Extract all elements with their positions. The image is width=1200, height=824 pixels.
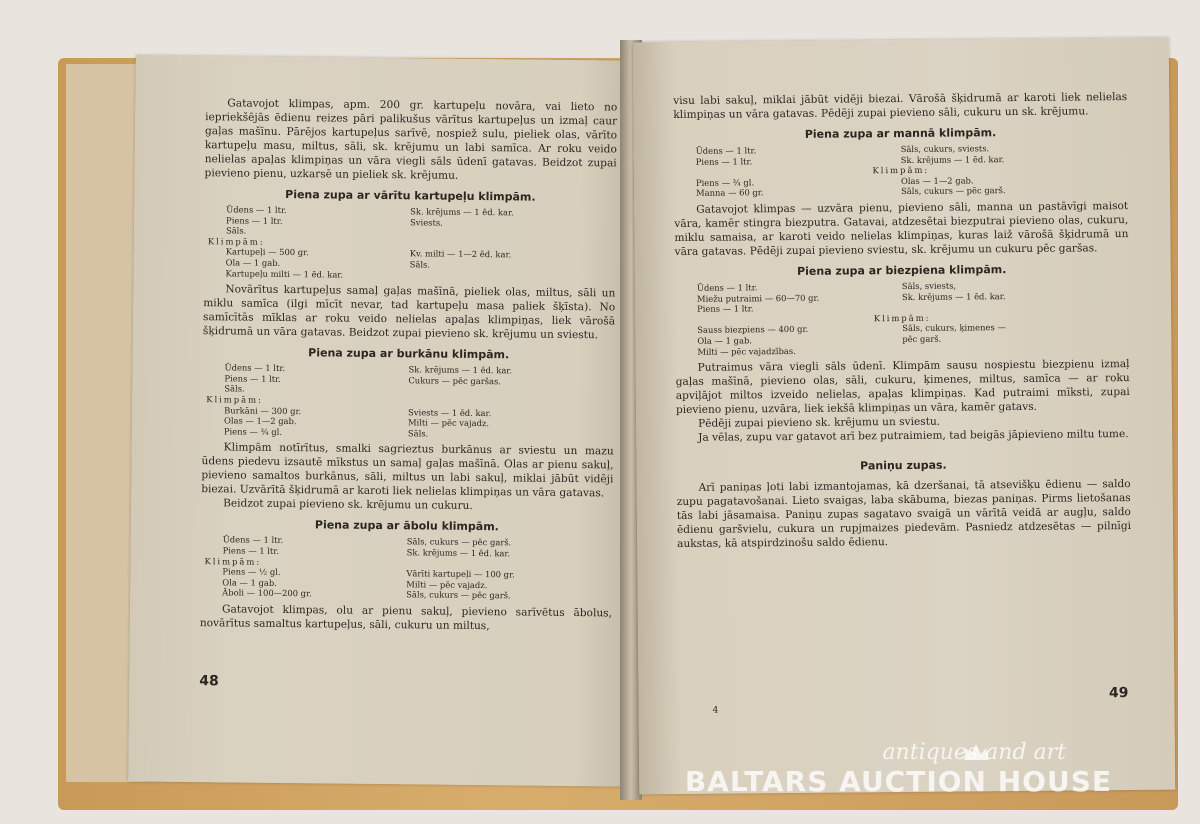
right-intro-paragraph: visu labi sakuļ, miklai jābūt vidēji biezai. Vārošā šķidrumā ar karoti liek nelielas klimpiņas un vāra gatavas. Pēdēji zupai pievieno sāli, cukuru un sk. krējumu. (673, 91, 1128, 122)
ingredient: Āboli — 100—200 gr. (222, 587, 312, 599)
ingredient: Cukurs — pēc garšas. (408, 375, 502, 387)
ingredient: Milti — pēc vajadz. (406, 578, 488, 590)
ingredient-list (203, 204, 616, 282)
recipe-title: Piena zupa ar burkānu klimpām. (308, 346, 510, 362)
recipe-instructions: Pēdēji zupai pievieno sk. krējumu un sviestu. (698, 415, 941, 430)
ingredient: Ūdens — 1 ltr. (224, 362, 286, 374)
ingredient: Vārīti kartupeļi — 100 gr. (406, 568, 515, 580)
page-number: 48 (199, 673, 219, 690)
ingredient: Sāls, sviests, (901, 280, 957, 291)
ingredient: Piens — 1 ltr. (222, 545, 280, 556)
left-page (128, 55, 632, 786)
ingredient: Sāls. (224, 383, 245, 394)
recipe-instructions: Novārītus kartupeļus samaļ gaļas mašīnā, pieliek olas, miltus, sāli un miklu samīca (ilgi mīcīt nevar, tad kartupeļu masa paliek šķīsta). No samīcītās mīklas ar roku veido nelielas apaļas klimpiņas, liek vārošā šķidrumā un vāra gatavas. Beidzot zupai pievieno sk. krējumu un sviestu. (202, 283, 616, 342)
recipe-instructions: Gatavojot klimpas — uzvāra pienu, pievieno sāli, manna un pastāvīgi maisot vāra, kamēr stingra biezputra. Gatavai, atdzesētai biezputrai pievieno olas, cukuru, miklu samaisa, ar karoti veido nelielas klimpiņas, kuras laiž vārošā šķidrumā un vāra gatavas. Pēdēji zupai pievieno sviestu, sk. krējumu un cukuru pēc garšas. (674, 200, 1129, 258)
dumpling-subheading: Klimpām: (872, 164, 930, 176)
ingredient: Piens — ¾ gl. (223, 426, 283, 437)
dumpling-subheading: Klimpām: (873, 312, 931, 324)
ingredient-list (674, 142, 1128, 199)
ingredient: Sk. krējums — 1 ēd. kar. (406, 547, 511, 559)
dumpling-subheading: Klimpām: (207, 235, 265, 247)
watermark-tagline: antiques and art (882, 740, 1066, 765)
ingredient: Sāls, cukurs, ķimenes — (902, 322, 1006, 334)
recipe-instructions: Gatavojot klimpas, olu ar pienu sakuļ, pievieno sarīvētus ābolus, novārītus samaltus kartupeļus, sāli, cukuru un miltus, (199, 603, 613, 633)
left-page-content (200, 96, 618, 634)
ingredient: Sāls. (225, 225, 247, 236)
recipe-instructions: Putraimus vāra viegli sāls ūdenī. Klimpām sausu nospiestu biezpienu izmaļ gaļas mašīnā, pievieno olas, sāli, cukuru, ķimenes, miltus, samīca — ar roku apviļājot miltos izveido nelielas, apaļas klimpiņas. Kad putraimi mīksti, zupai pievieno pienu, uzvāra, liek iekšā klimpiņas un vāra, kamēr gatavs. (675, 358, 1130, 417)
ingredient: Sk. krējums — 1 ēd. kar. (408, 364, 513, 376)
ingredient: Piens — 1 ltr. (224, 373, 281, 384)
recipe-title: Piena zupa ar biezpiena klimpām. (796, 263, 1007, 278)
ingredient: Sāls. (409, 259, 431, 270)
recipe-title: Piena zupa ar vārītu kartupeļu klimpām. (285, 187, 536, 204)
dumpling-subheading: Klimpām: (206, 394, 263, 405)
right-page (633, 38, 1176, 795)
ingredient: Burkāni — 300 gr. (224, 404, 302, 416)
dumpling-subheading: Klimpām: (204, 555, 262, 567)
ingredient: Ūdens — 1 ltr. (226, 204, 287, 216)
recipe-instructions: Ja vēlas, zupu var gatavot arī bez putraimiem, tad beigās jāpievieno miltu tume. (698, 428, 1129, 444)
ingredient: Sk. krējums — 1 ēd. kar. (901, 290, 1006, 302)
ingredient: Ūdens — 1 ltr. (222, 534, 284, 546)
ingredient: Piens — 1 ltr. (697, 303, 754, 314)
ingredient: Ola — 1 gab. (697, 335, 752, 346)
ingredient: Ūdens — 1 ltr. (695, 145, 757, 156)
ingredient: Sāls, cukurs, sviests. (900, 143, 990, 155)
left-intro-paragraph: Gatavojot klimpas, apm. 200 gr. kartupeļu novāra, vai lieto no iepriekšējās ēdienu reizes pāri palikušus vārītus kartupeļus un izmaļ caur gaļas mašīnu. Pārējos kartupeļus sarīvē, nospiež sulu, pieliek olas, vārīto kartupeļu masu, miltus, sāli, sk. krējumu un labi samīca. Ar roku veido nelielas apaļas klimpiņas un vāra viegli sāls ūdenī gatavas. Beidzot zupai pievieno pienu, uzkarsē un pieliek sk. krējumu. (204, 97, 618, 182)
ingredient: Sāls, cukurs — pēc garš. (406, 589, 511, 601)
ingredient: Kv. milti — 1—2 ēd. kar. (409, 248, 512, 260)
ingredient: Sāls, cukurs — pēc garš. (406, 536, 512, 548)
ingredient: Sviests — 1 ēd. kar. (408, 406, 492, 418)
ingredient: Olas — 1—2 gab. (900, 175, 974, 186)
section-title: Paniņu zupas. (860, 458, 947, 473)
ingredient: Ola — 1 gab. (222, 577, 277, 588)
ingredient: Milti — pēc vajadzības. (697, 345, 796, 357)
ingredient-list (200, 534, 613, 602)
ingredient: Ūdens — 1 ltr. (696, 282, 758, 293)
page-number: 49 (1108, 685, 1129, 702)
ingredient-list (675, 279, 1130, 357)
ingredient: Piens — ½ gl. (222, 566, 281, 578)
recipe-instructions: Klimpām notīrītus, smalki sagrieztus burkānus ar sviestu un mazu ūdens piedevu izsautē mīkstus un samaļ gaļas mašīnā. Olas ar pienu sakuļ, pievieno samaltos burkānus, sāli, miltus un labi sakuļ, miklai jābūt vidēji biezai. Uzvārītā šķidrumā ar karoti liek nelielas klimpiņas un vāra gatavas. (201, 441, 614, 500)
ingredient: Ola — 1 gab. (225, 257, 281, 268)
ingredient: Miežu putraimi — 60—70 gr. (696, 292, 820, 304)
ingredient: Piens — 1 ltr. (226, 214, 283, 226)
ingredient: Sviests. (410, 216, 443, 228)
ingredient: Kartupeļu milti — 1 ēd. kar. (225, 267, 344, 280)
signature-mark: 4 (712, 705, 719, 716)
ingredient: Kartupeļi — 500 gr. (225, 246, 309, 258)
recipe-title: Piena zupa ar mannā klimpām. (804, 126, 997, 141)
ingredient: pēc garš. (902, 333, 942, 344)
ingredient: Sk. krējums — 1 ēd. kar. (900, 153, 1005, 165)
section-text: Arī paniņas ļoti labi izmantojamas, kā dzeršanai, tā atsevišķu ēdienu — saldo zupu pagatavošanai. Lieto svaigas, laba skābuma, biezas paniņas. Pirms lietošanas tās labi jāsamaisa. Paniņu zupas sagatavo svaigā un vārītā veidā ar augļu, saldo ēdienu garšvielu, cukura un rupjmaizes piedevām. Pasniedz atdzesētas — pilnīgi aukstas, kā atspirdzinošu saldo ēdienu. (676, 478, 1132, 551)
ingredient: Piens — 1 ltr. (695, 155, 753, 167)
recipe-instructions: Beidzot zupai pievieno sk. krējumu un cukuru. (223, 497, 473, 513)
watermark-brand: BALTARS AUCTION HOUSE (684, 765, 1112, 798)
ingredient: Sk. krējums — 1 ēd. kar. (410, 206, 514, 218)
ingredient: Piens — ¾ gl. (695, 177, 755, 188)
ingredient-list (202, 362, 615, 440)
ingredient: Milti — pēc vajadz. (407, 417, 490, 429)
watermark (685, 740, 1112, 798)
recipe-title: Piena zupa ar ābolu klimpām. (314, 518, 499, 534)
ingredient: Sauss biezpiens — 400 gr. (697, 324, 809, 336)
ingredient: Olas — 1—2 gab. (223, 415, 297, 427)
ingredient: Sāls. (407, 428, 429, 439)
ingredient: Manna — 60 gr. (696, 187, 764, 199)
right-page-content (673, 90, 1131, 551)
ingredient: Sāls, cukurs — pēc garš. (900, 185, 1006, 197)
